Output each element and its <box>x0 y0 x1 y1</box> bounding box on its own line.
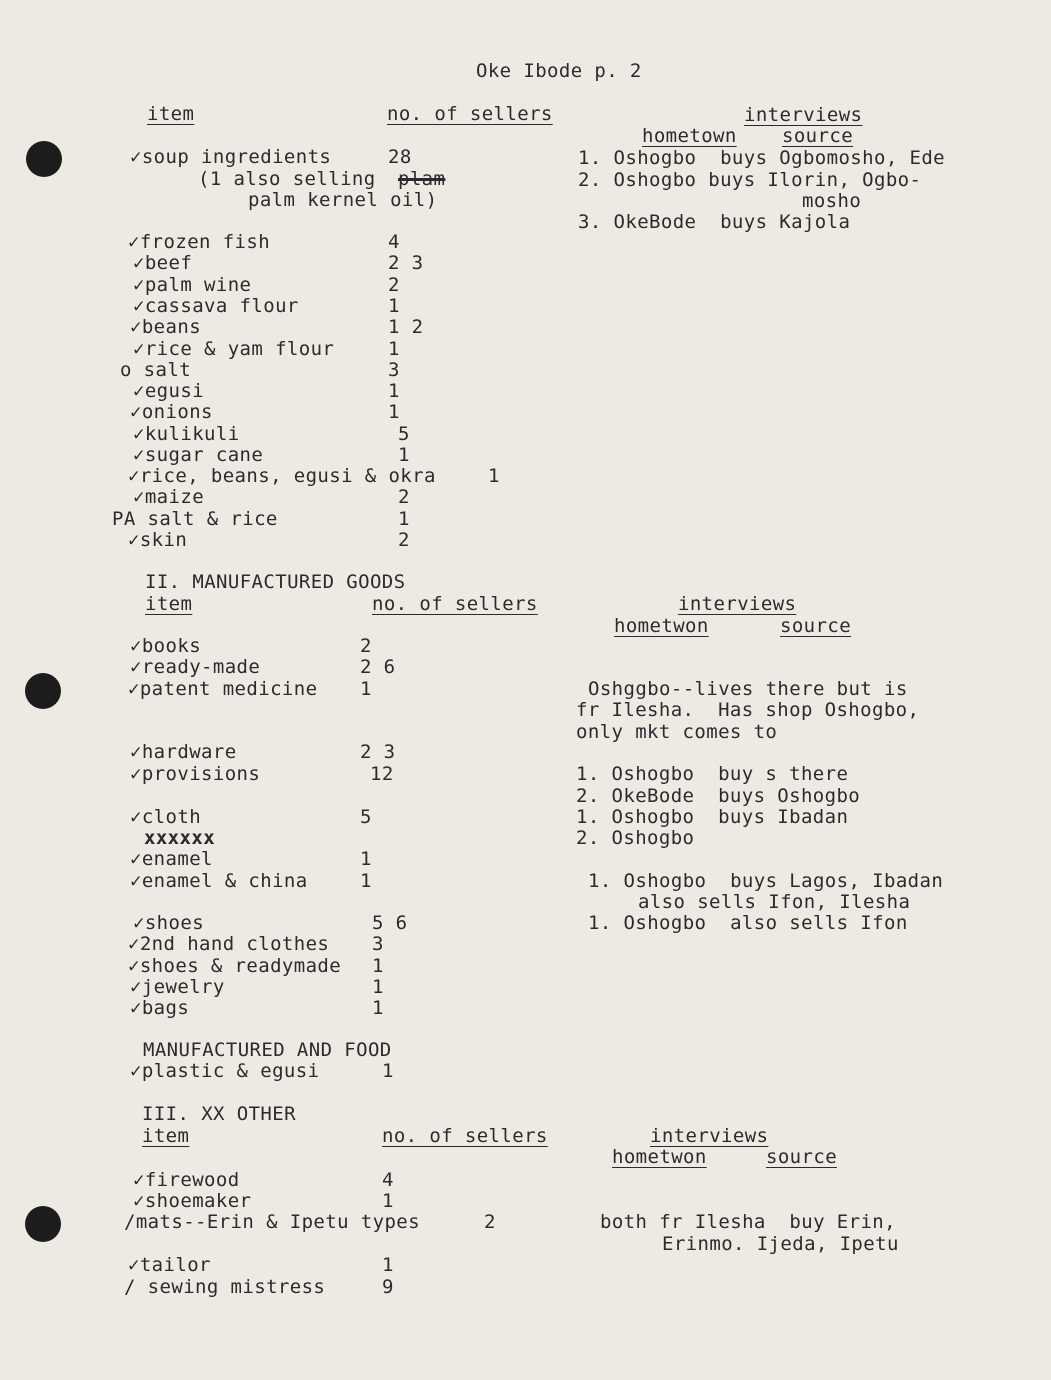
item-label: ✓firewood <box>133 1169 240 1191</box>
seller-count: 1 <box>382 1254 394 1276</box>
item-label: / sewing mistress <box>124 1276 326 1298</box>
item-label: ✓bags <box>130 997 190 1019</box>
seller-count: 12 <box>370 763 394 785</box>
item-label: ✓onions <box>130 401 213 423</box>
interview-line: Oshggbo--lives there but is <box>588 678 908 700</box>
punch-hole-top <box>26 141 62 177</box>
seller-count: 1 <box>398 444 410 466</box>
interview-line: 2. OkeBode buys Oshogbo <box>576 785 861 807</box>
item-label: ✓palm wine <box>133 274 252 296</box>
seller-count: 3 <box>372 933 384 955</box>
item-header: item <box>142 1125 190 1147</box>
section-title: III. XX OTHER <box>142 1103 296 1125</box>
seller-count: 2 <box>398 486 410 508</box>
item-header: item <box>145 593 193 615</box>
seller-count: 4 <box>388 231 400 253</box>
seller-count: 1 <box>372 955 384 977</box>
interview-line: 1. Oshogbo also sells Ifon <box>588 912 908 934</box>
seller-count: 5 <box>360 806 372 828</box>
soup-note-struck: plam <box>398 168 446 190</box>
interview-line: 3. OkeBode buys Kajola <box>578 211 851 233</box>
interview-line: also sells Ifon, Ilesha <box>638 891 911 913</box>
interviews-header: interviews <box>678 593 797 615</box>
seller-count: 3 <box>388 359 400 381</box>
item-label: ✓rice, beans, egusi & okra <box>128 465 436 487</box>
sellers-header: no. of sellers <box>382 1125 548 1147</box>
section-title: II. MANUFACTURED GOODS <box>145 571 406 593</box>
item-label: ✓beans <box>130 316 202 338</box>
item-header: item <box>147 103 195 125</box>
interview-line: mosho <box>802 190 862 212</box>
source-header: source <box>766 1146 838 1168</box>
interview-line: 1. Oshogbo buys Ibadan <box>576 806 849 828</box>
item-label: ✓patent medicine <box>128 678 318 700</box>
seller-count: 2 3 <box>388 252 424 274</box>
seller-count: 1 <box>382 1060 394 1082</box>
interview-line: both fr Ilesha buy Erin, <box>600 1211 896 1233</box>
seller-count: 2 <box>360 635 372 657</box>
seller-count: 2 6 <box>360 656 396 678</box>
seller-count: 5 6 <box>372 912 408 934</box>
seller-count: 1 <box>382 1190 394 1212</box>
seller-count: 1 <box>360 678 372 700</box>
item-label: ✓enamel <box>130 848 213 870</box>
item-label: ✓sugar cane <box>133 444 264 466</box>
seller-count: 5 <box>398 423 410 445</box>
item-label: ✓cloth <box>130 806 202 828</box>
item-label: xxxxxx <box>144 827 216 849</box>
item-label: /mats--Erin & Ipetu types <box>124 1211 420 1233</box>
sellers-header: no. of sellers <box>387 103 553 125</box>
page-title: Oke Ibode p. 2 <box>476 60 642 82</box>
item-label: ✓skin <box>128 529 188 551</box>
seller-count: 1 <box>488 465 500 487</box>
item-label: ✓enamel & china <box>130 870 308 892</box>
seller-count: 1 <box>360 848 372 870</box>
item-label: ✓ready-made <box>130 656 261 678</box>
item-label: PA salt & rice <box>112 508 278 530</box>
seller-count: 2 <box>388 274 400 296</box>
interview-line: 1. Oshogbo buys Lagos, Ibadan <box>588 870 944 892</box>
source-header: source <box>780 615 852 637</box>
item-label: ✓shoes & readymade <box>128 955 342 977</box>
item-label: o salt <box>120 359 192 381</box>
item-label: ✓maize <box>133 486 205 508</box>
seller-count: 1 <box>388 380 400 402</box>
interview-line: 1. Oshogbo buy s there <box>576 763 849 785</box>
seller-count: 1 <box>388 295 400 317</box>
interview-line: fr Ilesha. Has shop Oshogbo, <box>576 699 920 721</box>
soup-note-line2: palm kernel oil) <box>248 189 438 211</box>
item-label: ✓plastic & egusi <box>130 1060 320 1082</box>
interview-line: Erinmo. Ijeda, Ipetu <box>662 1233 899 1255</box>
item-label: ✓provisions <box>130 763 261 785</box>
sellers-header: no. of sellers <box>372 593 538 615</box>
item-label: ✓books <box>130 635 202 657</box>
interview-line: 2. Oshogbo <box>576 827 695 849</box>
section-title: MANUFACTURED AND FOOD <box>143 1039 392 1061</box>
item-label: ✓tailor <box>128 1254 211 1276</box>
soup-ingredients-item: ✓soup ingredients <box>130 146 332 168</box>
interview-line: 1. Oshogbo buys Ogbomosho, Ede <box>578 147 946 169</box>
item-label: ✓cassava flour <box>133 295 299 317</box>
hometown-header: hometown <box>642 125 737 147</box>
punch-hole-middle <box>25 673 61 709</box>
seller-count: 9 <box>382 1276 394 1298</box>
item-label: ✓kulikuli <box>133 423 240 445</box>
seller-count: 1 <box>388 401 400 423</box>
seller-count: 1 <box>372 976 384 998</box>
item-label: ✓rice & yam flour <box>133 338 335 360</box>
seller-count: 1 <box>372 997 384 1019</box>
item-label: ✓beef <box>133 252 193 274</box>
item-label: ✓frozen fish <box>128 231 271 253</box>
item-label: ✓egusi <box>133 380 205 402</box>
hometown-header: hometwon <box>612 1146 707 1168</box>
item-label: ✓shoes <box>133 912 205 934</box>
item-label: ✓jewelry <box>130 976 225 998</box>
item-label: ✓2nd hand clothes <box>128 933 330 955</box>
interviews-header: interviews <box>744 104 863 126</box>
punch-hole-bottom <box>25 1206 61 1242</box>
interview-line: 2. Oshogbo buys Ilorin, Ogbo- <box>578 169 922 191</box>
source-header: source <box>782 125 854 147</box>
hometown-header: hometwon <box>614 615 709 637</box>
item-label: ✓shoemaker <box>133 1190 252 1212</box>
interview-line: only mkt comes to <box>576 721 778 743</box>
seller-count: 1 <box>388 338 400 360</box>
soup-note-line1: (1 also selling <box>198 168 376 190</box>
item-label: ✓hardware <box>130 741 237 763</box>
interviews-header: interviews <box>650 1125 769 1147</box>
seller-count: 2 <box>484 1211 496 1233</box>
seller-count: 1 2 <box>388 316 424 338</box>
seller-count: 1 <box>360 870 372 892</box>
soup-ingredients-count: 28 <box>388 146 412 168</box>
seller-count: 2 <box>398 529 410 551</box>
seller-count: 4 <box>382 1169 394 1191</box>
seller-count: 2 3 <box>360 741 396 763</box>
seller-count: 1 <box>398 508 410 530</box>
